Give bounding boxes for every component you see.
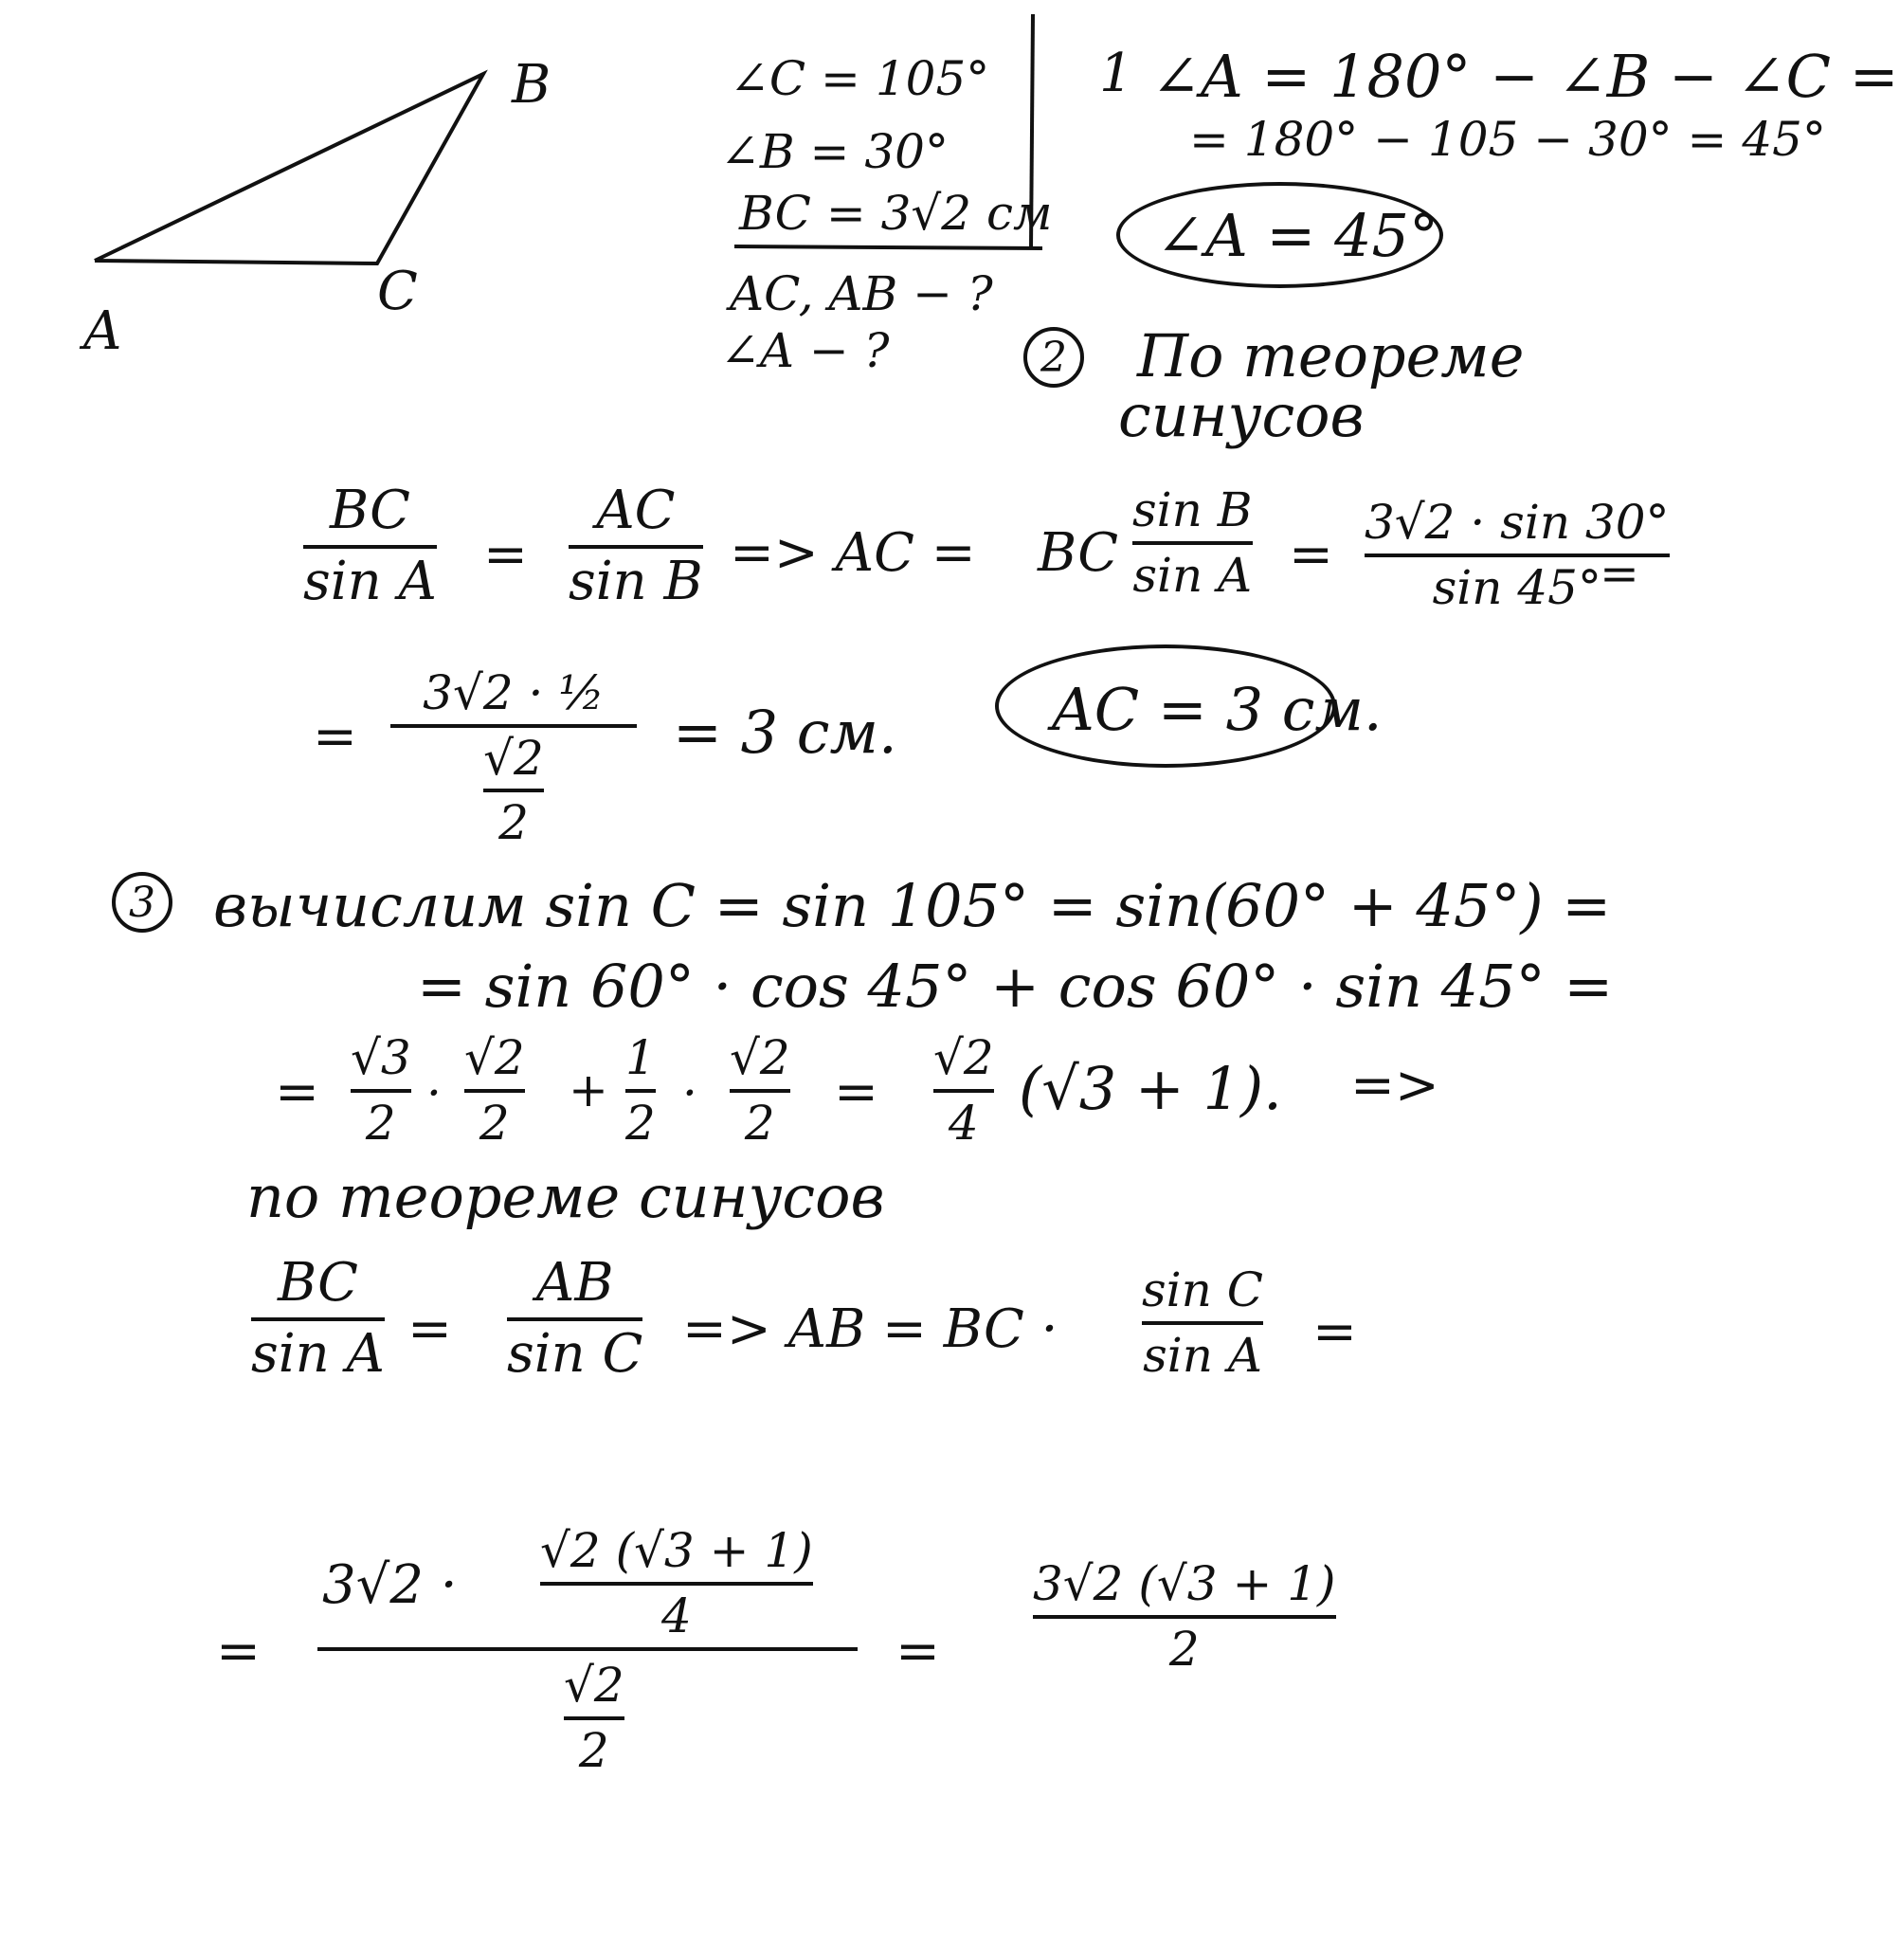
step2-frac1-num: BC [329,480,410,541]
fraction-bar [303,545,437,549]
fraction-bar [483,789,544,792]
fraction-bar [564,1716,624,1720]
step2-frac5-num: 3√2 · ½ [423,665,605,720]
step3-l3-frac4-den: 2 [744,1095,775,1151]
step3-line2: = sin 60° · cos 45° + cos 60° · sin 45° = [417,952,1614,1021]
step2-heading-line2: синусов [1118,381,1365,450]
step3-l3-frac3 [625,1030,656,1151]
step2-heading-line1: По теореме [1137,321,1525,390]
step3-l3-frac1-num: √3 [351,1030,411,1085]
step3-final-num-left: 3√2 · [322,1554,458,1616]
step3-line1: вычислим sin C = sin 105° = sin(60° + 45°) = [213,871,1612,940]
given-angle-b: ∠B = 30° [720,124,949,179]
step3-l3-plus: + [569,1062,608,1117]
step3-l3-frac1 [351,1030,411,1151]
step2-eq1: = [483,524,528,586]
step2-frac1-den: sin A [303,550,437,612]
step2-eq2: = [1289,524,1333,586]
step2-frac3-den: sin A [1132,547,1253,603]
triangle-outline [95,74,483,263]
step3-l3-eq2: = [834,1062,878,1123]
fraction-bar [540,1582,813,1586]
step3-l3-frac4-num: √2 [730,1030,790,1085]
vertex-b-label: B [512,54,552,116]
step3-result-den: 2 [1168,1621,1200,1677]
step3-frac3-num: sin C [1142,1262,1264,1317]
fraction-bar [625,1089,656,1093]
step1-line2: = 180° − 105 − 30° = 45° [1189,112,1826,167]
step3-l3-frac2-num: √2 [464,1030,525,1085]
step3-frac2-num: AB [535,1252,614,1314]
step3-l3-frac4 [730,1030,790,1151]
step2-frac2-num: AC [596,480,676,541]
vertex-a-label: A [83,300,122,362]
step3-result-frac [1033,1556,1336,1677]
fraction-bar [464,1089,525,1093]
step3-l3-frac3-den: 2 [625,1095,656,1151]
step3-final-den-num: √2 [564,1658,624,1713]
step3-l3-frac2 [464,1030,525,1151]
step3-l3-tail: (√3 + 1). [1019,1054,1282,1123]
vertex-c-label: C [377,261,418,322]
step3-l3-frac2-den: 2 [479,1095,510,1151]
find-angle: ∠A − ? [720,323,890,378]
step2-line2-result: = 3 см. [673,698,897,767]
step3-result-num: 3√2 (√3 + 1) [1033,1556,1336,1611]
step3-frac-ab-sinc [507,1252,643,1385]
step2-frac3-num: sin B [1132,482,1253,537]
step3-frac-sinc-sina [1142,1262,1264,1383]
step2-frac5-den [483,730,544,850]
step3-frac2-den: sin C [507,1322,643,1385]
given-side-bc: BC = 3√2 см [739,186,1053,241]
step2-number: 2 [1023,327,1084,388]
step3-l3-implies: => [1350,1055,1439,1116]
fraction-bar [251,1317,385,1321]
step3-final-inner-num: √2 (√3 + 1) [540,1523,813,1578]
step3-heading: по теореме синусов [246,1162,885,1231]
step2-bc: BC [1038,522,1119,584]
step2-implies-ac: => AC = [730,522,976,584]
step3-l3-frac1-den: 2 [365,1095,396,1151]
step3-final-den-den: 2 [578,1722,609,1778]
step3-l3-dot1: · [426,1065,442,1120]
fraction-bar [1142,1321,1263,1325]
step3-frac1-den: sin A [251,1322,385,1385]
step3-final-eq: = [216,1621,261,1682]
given-divider-horizontal [734,246,1042,248]
step1-number: 1 [1099,43,1133,104]
find-sides: AC, AB − ? [730,266,993,321]
step2-answer: AC = 3 см. [1052,675,1383,744]
step2-frac-computed [390,665,637,850]
step3-final-eq2: = [895,1621,940,1682]
step3-implies-ab: => AB = BC · [682,1298,1058,1360]
step3-final-main-bar [317,1647,858,1651]
fraction-bar [507,1317,642,1321]
step2-frac-sinb-sina [1132,482,1253,603]
given-angle-c: ∠C = 105° [730,51,990,106]
step2-frac4-num: 3√2 · sin 30° [1365,495,1670,550]
step1-answer: ∠A = 45° [1156,201,1438,270]
step3-frac3-den: sin A [1143,1327,1262,1383]
step3-l3-dot2: · [682,1065,697,1120]
step3-l3-frac5-num: √2 [933,1030,994,1085]
step2-eq3: = [1600,546,1639,601]
step2-line2-eq: = [313,706,357,768]
step3-frac-bc-sina [251,1252,385,1385]
step3-final-inner-frac [540,1523,813,1643]
step3-number: 3 [112,872,172,933]
fraction-bar [569,545,703,549]
step3-l3-eq: = [275,1062,319,1123]
step2-frac4-den: sin 45° [1432,559,1601,615]
fraction-bar [351,1089,411,1093]
step3-eq2: = [1312,1301,1357,1363]
step3-l3-frac3-num: 1 [625,1030,656,1085]
step2-frac5-den-den: 2 [498,795,529,850]
step3-l3-frac5 [933,1030,994,1151]
fraction-bar [730,1089,790,1093]
step2-frac2-den: sin B [569,550,703,612]
step3-final-inner-den: 4 [660,1588,692,1643]
fraction-bar [1132,541,1253,545]
step2-frac-ac-sinb [569,480,703,612]
step2-frac-bc-sina [303,480,437,612]
fraction-bar [1033,1615,1336,1619]
step3-frac1-num: BC [277,1252,358,1314]
fraction-bar [390,724,637,728]
fraction-bar [933,1089,994,1093]
step3-l3-frac5-den: 4 [948,1095,979,1151]
step1-line1: ∠A = 180° − ∠B − ∠C = [1151,42,1899,111]
step3-final-den-frac [564,1658,624,1778]
step3-eq1: = [407,1298,452,1360]
step2-frac5-den-num: √2 [483,730,544,786]
